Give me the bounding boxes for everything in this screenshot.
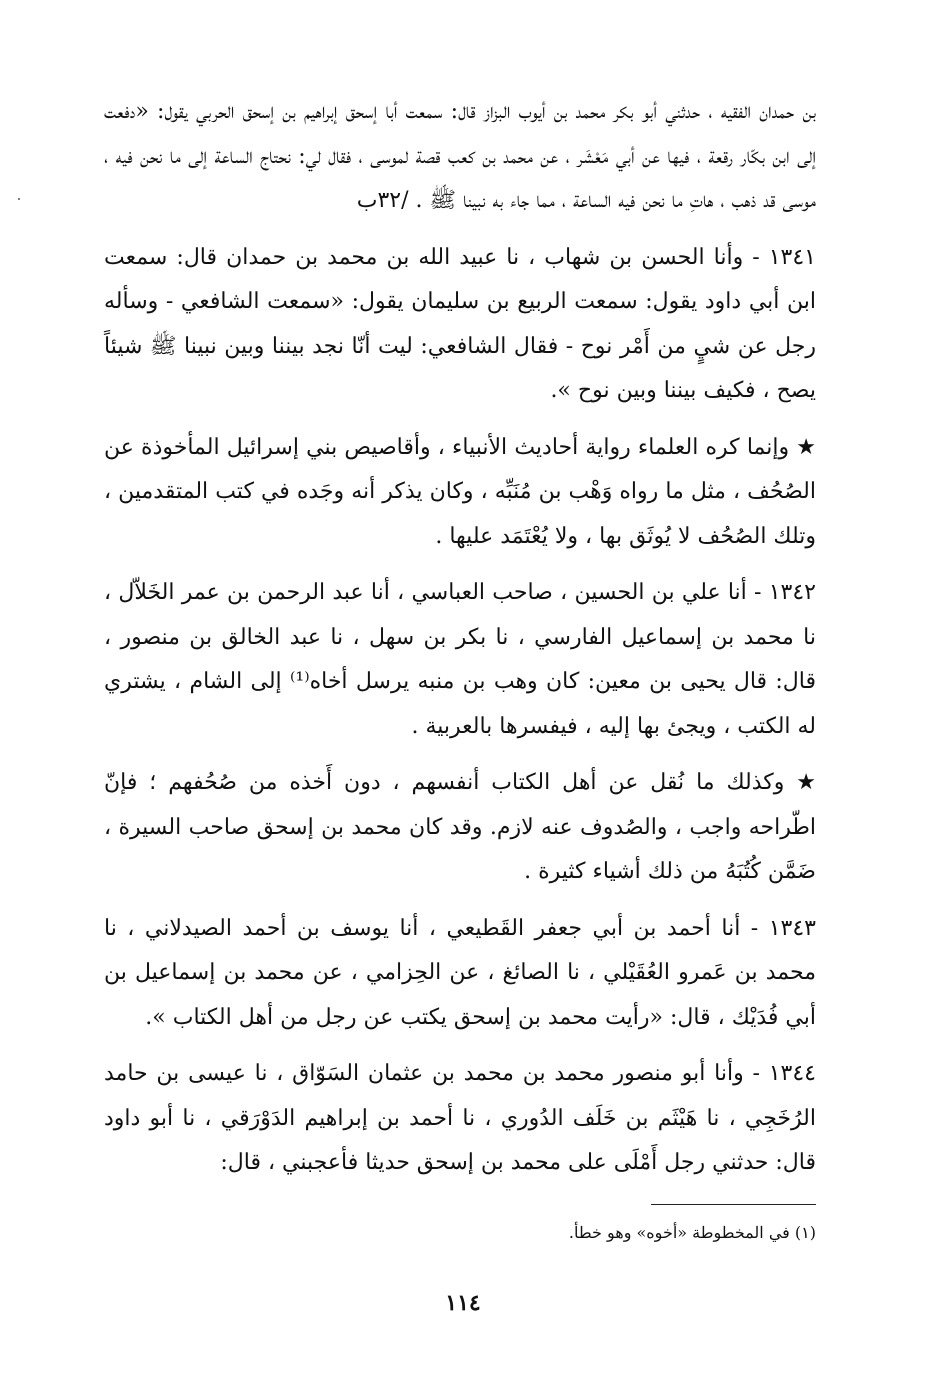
- footnote: (١) في المخطوطة «أخوه» وهو خطأ.: [568, 1223, 816, 1242]
- page-speck: [18, 198, 20, 200]
- paragraph-opening-continuation: بن حمدان الفقيه ، حدثني أبو بكر محمد بن أيوب البزاز قال: سمعت أبا إسحق إبراهيم بن إسحق الحربي يقول: «دفعت إلى ابن بكّار رقعة ، فيها عن أبي مَعْشَر ، عن محمد بن كعب قصة لموسى ، فقال لي: نحتاج الساعة إلى ما نحن فيه ، موسى قد ذهب ، هاتِ ما نحن فيه الساعة ، مما جاء به نبينا ﷺ . /٣٢ب: [104, 99, 816, 213]
- main-text-block: [104, 90, 816, 1186]
- paragraph-commentary-people-of-the-book: ★ وكذلك ما نُقل عن أهل الكتاب أنفسهم ، دون أَخذه من صُحُفهم ؛ فإنّ اطّراحه واجب ، والصُدوف عنه لازم. وقد كان محمد بن إسحق صاحب السيرة ، ضَمَّن كُتُبَهُ من ذلك أشياء كثيرة .: [104, 770, 816, 884]
- paragraph-1341: ١٣٤١ - وأنا الحسن بن شهاب ، نا عبيد الله بن محمد بن حمدان قال: سمعت ابن أبي داود يقول: سمعت الربيع بن سليمان يقول: «سمعت الشافعي - وسأله رجل عن شيٍ من أَمْر نوح - فقال الشافعي: ليت أنّا نجد بيننا وبين نبينا ﷺ شيئاً يصح ، فكيف بيننا وبين نوح ».: [104, 244, 816, 403]
- paragraph-commentary-prophets-narrations: ★ وإنما كره العلماء رواية أحاديث الأنبياء ، وأقاصيص بني إسرائيل المأخوذة عن الصُحُف ، مثل ما رواه وَهْب بن مُنَبِّه ، وكان يذكر أنه وجَده في كتب المتقدمين ، وتلك الصُحُف لا يُوثَق بها ، ولا يُعْتَمَد عليها .: [104, 434, 816, 549]
- paragraph-1344: ١٣٤٤ - وأنا أبو منصور محمد بن محمد بن عثمان السَوّاق ، نا عيسى بن حامد الرُخَجِي ، نا هَيْثَم بن خَلَف الدُوري ، نا أحمد بن إبراهيم الدَوْرَقي ، نا أبو داود قال: حدثني رجل أَمْلَى على محمد بن إسحق حديثا فأعجبني ، قال:: [104, 1061, 816, 1175]
- footnote-separator: [651, 1204, 816, 1205]
- page-number: ١١٤: [445, 1290, 481, 1316]
- paragraph-1342: ١٣٤٢ - أنا علي بن الحسين ، صاحب العباسي ، أنا عبد الرحمن بن عمر الخَلاّل ، نا محمد بن إسماعيل الفارسي ، نا بكر بن سهل ، نا عبد الخالق بن منصور ، قال: قال يحيى بن معين: كان وهب بن منبه يرسل أخاه⁽¹⁾ إلى الشام ، يشتري له الكتب ، ويجئ بها إليه ، فيفسرها بالعربية .: [104, 580, 816, 739]
- paragraph-1343: ١٣٤٣ - أنا أحمد بن أبي جعفر القَطيعي ، أنا يوسف بن أحمد الصيدلاني ، نا محمد بن عَمرو العُقَيْلي ، نا الصائغ ، عن الحِزامي ، عن محمد بن إسماعيل بن أبي فُدَيْك ، قال: «رأيت محمد بن إسحق يكتب عن رجل من أهل الكتاب ».: [104, 915, 816, 1030]
